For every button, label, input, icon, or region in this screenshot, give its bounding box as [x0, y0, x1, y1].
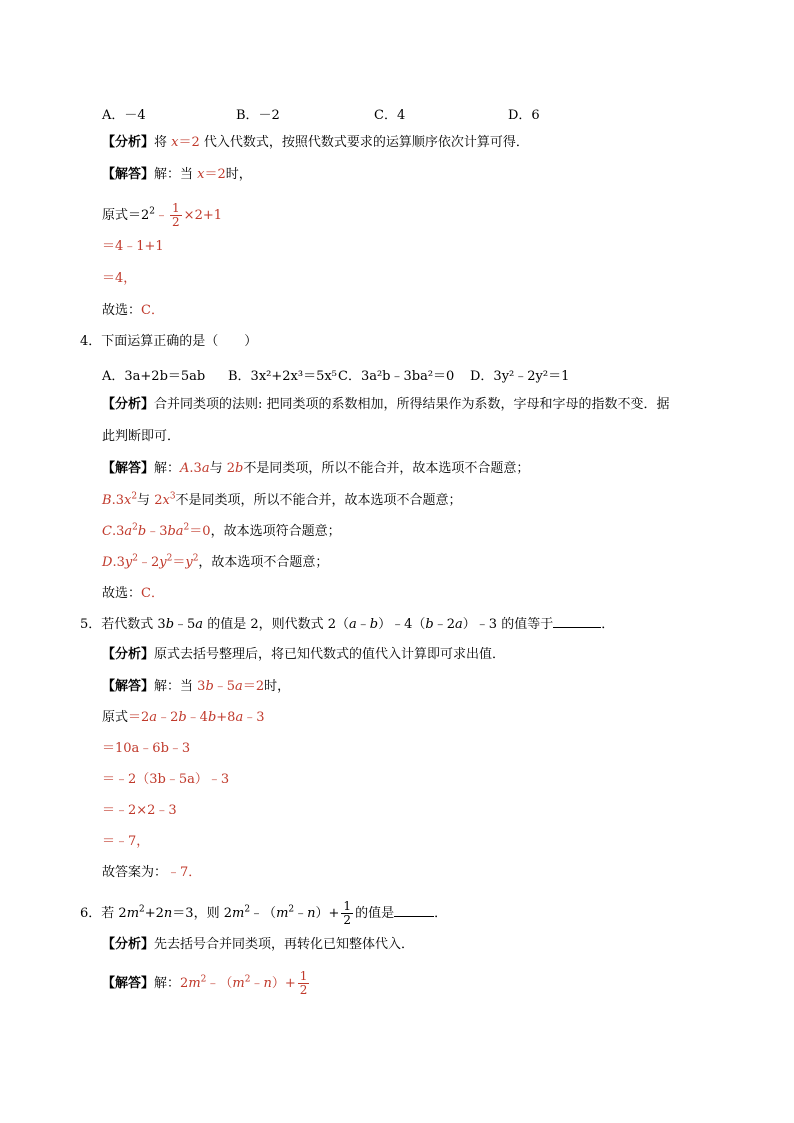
q3-choice: 故选：C． — [102, 303, 164, 318]
answer-tag: 【解答】 — [102, 461, 155, 476]
q5-step: ＝10a﹣6b﹣3 — [102, 741, 191, 756]
q3-step: ＝4﹣1+1 — [102, 239, 164, 254]
q3-option-a: A．－4 — [102, 108, 146, 123]
q3-option-c: C．4 — [374, 108, 406, 123]
fraction-half: $\frac{1}{2}$ — [299, 969, 308, 997]
q5-step: ＝﹣2×2﹣3 — [102, 803, 177, 818]
answer-tag: 【解答】 — [102, 679, 155, 694]
q3-step: ＝4， — [102, 271, 137, 286]
fraction-half: $\frac{1}{2}$ — [343, 899, 352, 927]
question-number: 6． — [80, 906, 102, 921]
q4-answer-a: 【解答】解：A.3a与 2b不是同类项，所以不能合并，故本选项不合题意； — [102, 461, 530, 476]
q4-analysis-line1: 【分析】合并同类项的法则: 把同类项的系数相加，所得结果作为系数，字母和字母的指数不变．据 — [102, 397, 670, 412]
q3-option-b: B．－2 — [236, 108, 280, 123]
q6-answer-intro: 【解答】解：$2m^2﹣(m^2﹣n)+$ $\frac{1}{2}$ — [102, 969, 308, 997]
question-number: 5． — [80, 617, 102, 632]
q3-option-d: D．6 — [508, 108, 540, 123]
answer-tag: 【解答】 — [102, 167, 155, 182]
q4-option-b: B．3x²+2x³＝5x⁵ — [228, 369, 337, 384]
analysis-tag: 【分析】 — [102, 397, 155, 412]
q5-step: ＝﹣2（3b﹣5a）﹣3 — [102, 772, 230, 787]
q5-stem: 5．若代数式 3b﹣5a 的值是 2，则代数式 2（a﹣b）﹣4（b﹣2a）﹣3 的值等于 ． — [80, 617, 615, 632]
q4-analysis-line2: 此判断即可． — [102, 429, 181, 444]
q3-answer-intro: 【解答】解：当 x＝2时， — [102, 167, 252, 182]
q5-answer-intro: 【解答】解：当 3b﹣5a＝2时， — [102, 679, 291, 694]
q4-stem: 4．下面运算正确的是（ ） — [80, 334, 258, 349]
analysis-tag: 【分析】 — [102, 647, 155, 662]
q4-answer-d: $D.3y^2﹣2y^2=y^2$，故本选项不合题意； — [102, 553, 329, 570]
q4-answer-c: $C.3a^2b﹣3ba^2=0$，故本选项符合题意； — [102, 522, 341, 539]
answer-tag: 【解答】 — [102, 976, 155, 991]
q4-answer-b: $B.3x^2$与 $2x^3$不是同类项，所以不能合并，故本选项不合题意； — [102, 491, 462, 508]
answer-blank — [394, 904, 434, 917]
q4-option-a: A．3a+2b＝5ab — [102, 369, 206, 384]
q5-result: 故答案为：﹣7． — [102, 865, 202, 880]
fraction-half: $\frac{1}{2}$ — [172, 201, 180, 229]
q6-analysis: 【分析】先去括号合并同类项，再转化已知整体代入． — [102, 937, 415, 952]
q4-option-c: C．3a²b﹣3ba²＝0 — [338, 369, 455, 384]
q4-choice: 故选：C． — [102, 586, 164, 601]
q5-analysis: 【分析】原式去括号整理后，将已知代数式的值代入计算即可求出值． — [102, 647, 506, 662]
q6-stem: 6．若 $2m^2+2n=3$，则 $2m^2﹣(m^2﹣n)+$ $\frac{1}{2}$ 的值是 ． — [80, 899, 448, 927]
question-number: 4． — [80, 334, 102, 349]
q3-original-expression: 原式$=2^2﹣$ $\frac{1}{2}$ ×2+1 — [102, 201, 222, 229]
q4-option-d: D．3y²﹣2y²＝1 — [470, 369, 570, 384]
analysis-tag: 【分析】 — [102, 937, 155, 952]
q3-analysis: 【分析】将 x＝2 代入代数式，按照代数式要求的运算顺序依次计算可得． — [102, 135, 529, 150]
answer-blank — [553, 615, 601, 628]
q5-original: 原式＝2a﹣2b﹣4b+8a﹣3 — [102, 710, 265, 725]
analysis-tag: 【分析】 — [102, 135, 155, 150]
q5-step: ＝﹣7， — [102, 834, 150, 849]
